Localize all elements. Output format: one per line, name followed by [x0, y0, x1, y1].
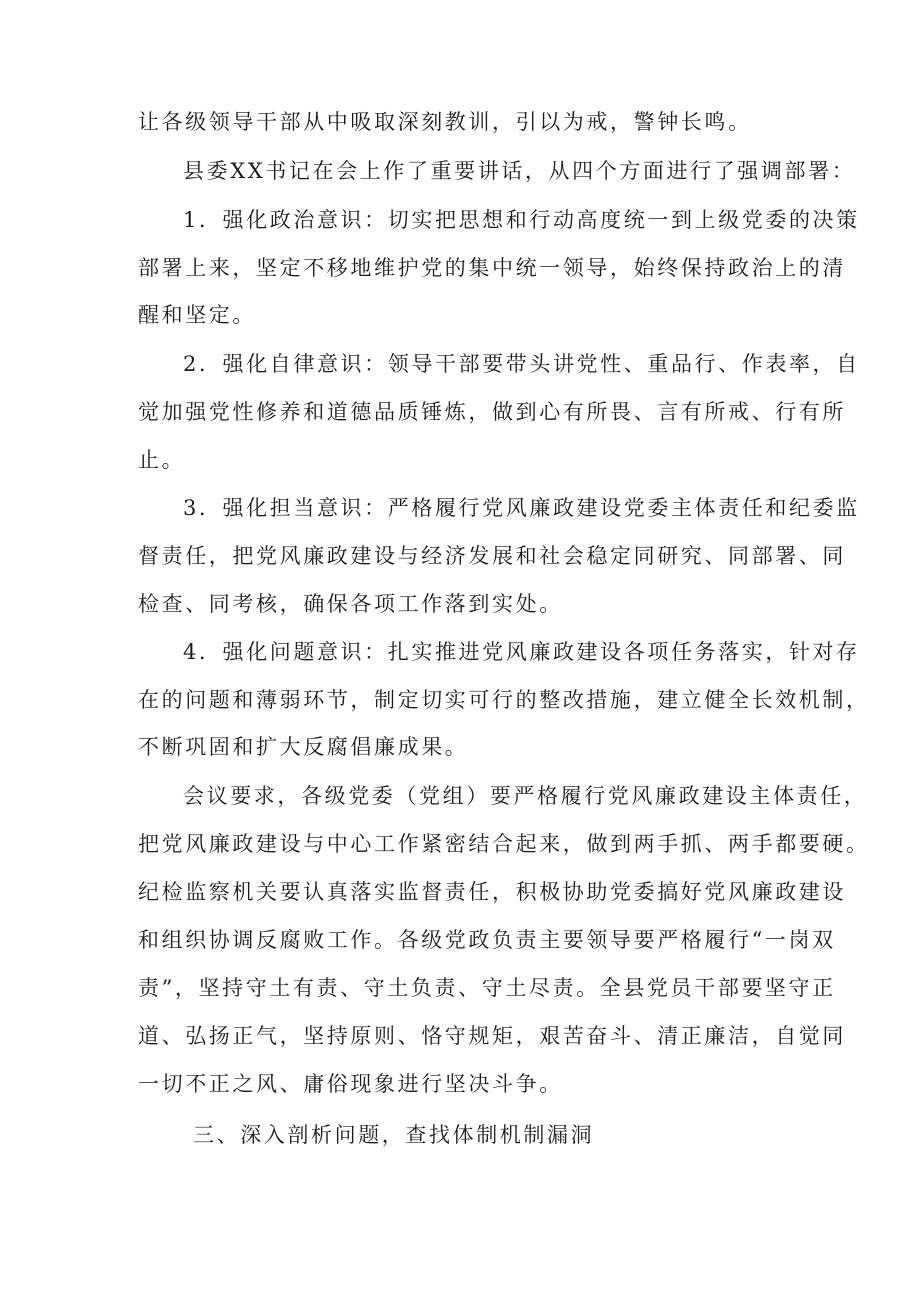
- text-line: 道、弘扬正气，坚持原则、恪守规矩，艰苦奋斗、清正廉洁，自觉同: [138, 1024, 846, 1048]
- text-line: 和组织协调反腐败工作。各级党政负责主要领导要严格履行“一岗双: [138, 928, 836, 952]
- text-line: 让各级领导干部从中吸取深刻教训，引以为戒，警钟长鸣。: [138, 110, 752, 134]
- list-item-2-line: 2．强化自律意识：领导干部要带头讲党性、重品行、作表率，自: [183, 352, 860, 376]
- text-line: 一切不正之风、庸俗现象进行坚决斗争。: [138, 1072, 563, 1096]
- text-line: 部署上来，坚定不移地维护党的集中统一领导，始终保持政治上的清: [138, 256, 846, 280]
- text-line: 责”，坚持守土有责、守土负责、守土尽责。全县党员干部要坚守正: [138, 976, 836, 1000]
- text-line: 检查、同考核，确保各项工作落到实处。: [138, 592, 563, 616]
- text-line: 把党风廉政建设与中心工作紧密结合起来，做到两手抓、两手都要硬。: [138, 832, 870, 856]
- list-item-1-line: 1．强化政治意识：切实把思想和行动高度统一到上级党委的决策: [183, 208, 860, 232]
- text-line: 督责任，把党风廉政建设与经济发展和社会稳定同研究、同部署、同: [138, 544, 846, 568]
- text-line: 纪检监察机关要认真落实监督责任，积极协助党委搞好党风廉政建设: [138, 880, 846, 904]
- text-line: 不断巩固和扩大反腐倡廉成果。: [138, 735, 469, 759]
- text-line: 会议要求，各级党委（党组）要严格履行党风廉政建设主体责任，: [183, 784, 868, 808]
- list-item-4-line: 4．强化问题意识：扎实推进党风廉政建设各项任务落实，针对存: [183, 640, 860, 664]
- section-heading: 三、深入剖析问题，查找体制机制漏洞: [193, 1123, 595, 1147]
- text-line: 在的问题和薄弱环节，制定切实可行的整改措施，建立健全长效机制，: [138, 688, 870, 712]
- text-line: 觉加强党性修养和道德品质锤炼，做到心有所畏、言有所戒、行有所: [138, 400, 846, 424]
- text-line: 止。: [138, 448, 186, 472]
- list-item-3-line: 3．强化担当意识：严格履行党风廉政建设党委主体责任和纪委监: [183, 496, 860, 520]
- text-line: 醒和坚定。: [138, 303, 256, 327]
- text-line: 县委XX书记在会上作了重要讲话，从四个方面进行了强调部署：: [183, 159, 856, 183]
